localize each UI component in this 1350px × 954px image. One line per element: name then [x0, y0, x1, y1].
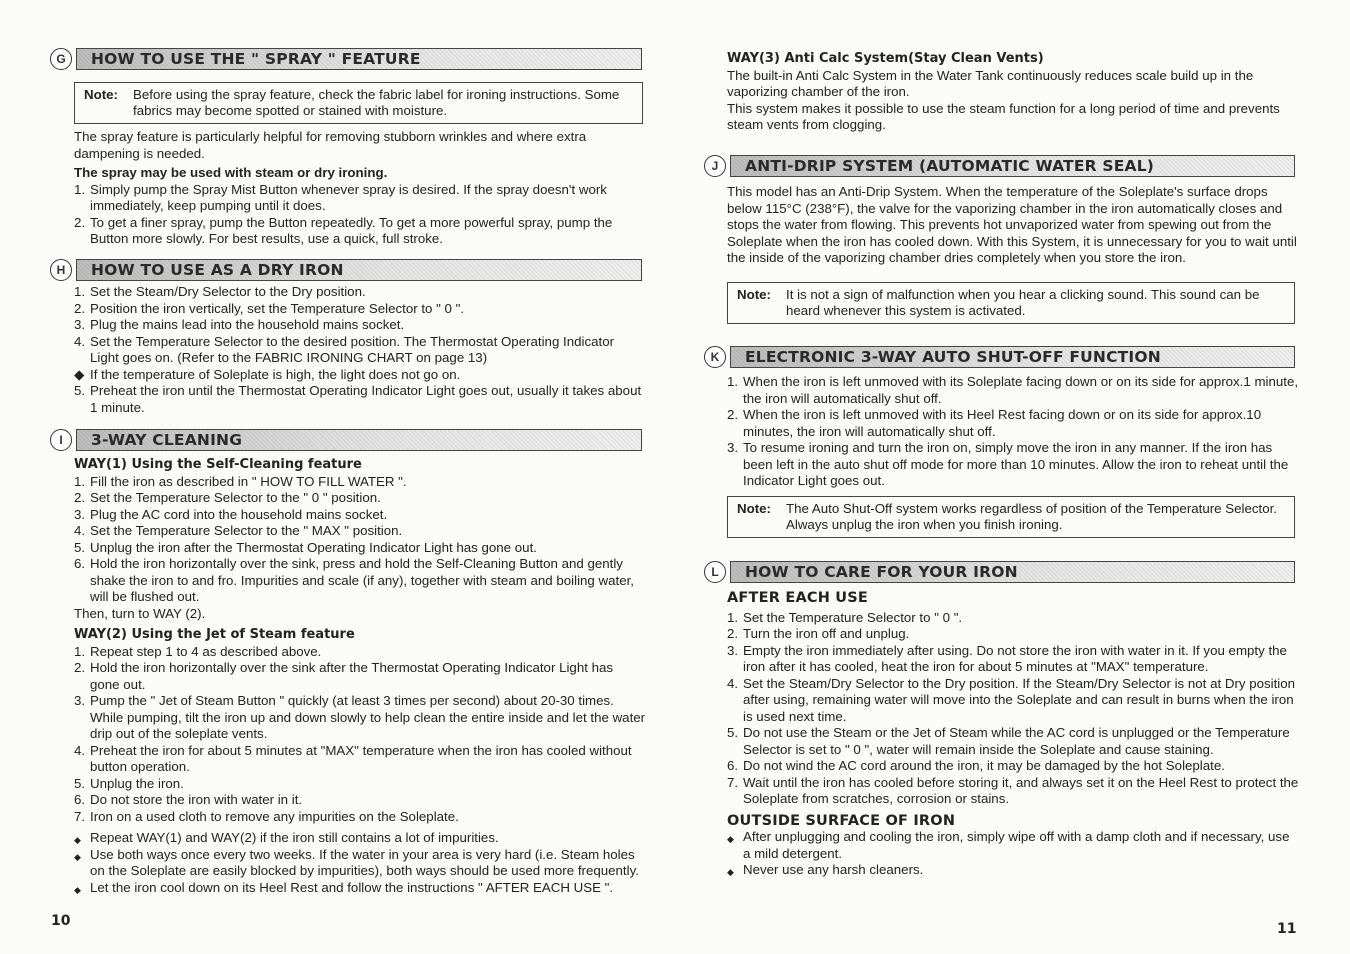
- list-marker: 1.: [727, 609, 739, 625]
- list-marker: ◆: [74, 835, 81, 845]
- list-text: Preheat the iron until the Thermostat Operating Indicator Light goes out, usually it takes about 1 minute.: [90, 383, 642, 415]
- list-text: Turn the iron off and unplug.: [743, 626, 910, 641]
- list-marker: 6.: [74, 792, 86, 807]
- list-text: Simply pump the Spray Mist Button whenever spray is desired. If the spray doesn't work immediately, keep pumping until it does.: [90, 181, 607, 213]
- way1-then: Then, turn to WAY (2).: [74, 605, 206, 621]
- shutoff-note: [727, 496, 1295, 538]
- list-item: [74, 660, 646, 693]
- list-item: [74, 383, 646, 416]
- list-text: Do not use the Steam or the Jet of Steam while the AC cord is unplugged or the Temperature Selector is set to " 0 ", water will remain inside the Soleplate and cause staining.: [743, 725, 1290, 757]
- list-item: [74, 644, 646, 661]
- outside-surface-bullets: [727, 829, 1299, 879]
- shutoff-section-title: ELECTRONIC 3-WAY AUTO SHUT-OFF FUNCTION: [730, 346, 1295, 368]
- list-item: [727, 862, 1299, 879]
- dry-steps: [74, 284, 646, 416]
- cleaning-section-title: 3-WAY CLEANING: [76, 429, 642, 451]
- way2-heading: WAY(2) Using the Jet of Steam feature: [74, 627, 355, 642]
- list-item: [74, 523, 646, 540]
- list-item: [74, 776, 646, 793]
- list-marker: 5.: [74, 775, 86, 791]
- after-each-use-steps: [727, 610, 1299, 808]
- spray-body: [74, 129, 646, 248]
- list-marker: 3.: [74, 693, 86, 708]
- list-text: Repeat WAY(1) and WAY(2) if the iron still contains a lot of impurities.: [90, 830, 499, 845]
- list-item: [74, 693, 646, 743]
- list-item: [74, 809, 646, 826]
- list-item: [727, 676, 1299, 726]
- way1-heading: WAY(1) Using the Self-Cleaning feature: [74, 457, 362, 472]
- spray-note-text: Before using the spray feature, check the fabric label for ironing instructions. Some fabrics may become spotted or stained with moisture.: [133, 87, 620, 118]
- list-text: Preheat the iron for about 5 minutes at "MAX" temperature when the iron has cooled without button operation.: [90, 742, 632, 774]
- list-marker: 2.: [74, 214, 86, 230]
- way3-heading: WAY(3) Anti Calc System(Stay Clean Vents): [727, 51, 1044, 66]
- list-item: [727, 829, 1299, 862]
- list-item: [74, 490, 646, 507]
- list-marker: 1.: [74, 643, 86, 659]
- list-item: [727, 643, 1299, 676]
- list-text: Set the Temperature Selector to " 0 ".: [743, 609, 963, 625]
- spray-intro: The spray feature is particularly helpful for removing stubborn wrinkles and where extra dampening is needed.: [74, 129, 587, 161]
- list-marker: ◆: [727, 834, 734, 844]
- list-marker: 2.: [74, 660, 86, 675]
- shutoff-note-label: Note:: [737, 501, 771, 516]
- right-page: [675, 0, 1350, 954]
- spray-subhead: The spray may be used with steam or dry ironing.: [74, 165, 388, 180]
- list-marker: 3.: [727, 440, 739, 455]
- way1-steps: [74, 474, 646, 606]
- list-item: [74, 743, 646, 776]
- list-marker: 1.: [74, 284, 86, 299]
- care-section-header: [704, 561, 1295, 583]
- list-marker: 2.: [727, 407, 739, 422]
- list-item: [74, 556, 646, 606]
- list-item: [727, 440, 1299, 490]
- dry-body: [74, 284, 646, 416]
- list-item: [74, 367, 646, 384]
- page-number-right: 11: [1277, 921, 1297, 937]
- list-text: Fill the iron as described in " HOW TO FILL WATER ".: [90, 473, 407, 489]
- way3-p1: The built-in Anti Calc System in the Water Tank continuously reduces scale build up in the vaporizing chamber of the iron.: [727, 67, 1254, 99]
- list-item: [727, 407, 1299, 440]
- list-marker: 4.: [74, 523, 86, 538]
- list-text: To resume ironing and turn the iron on, simply move the iron in any manner. If the iron has been left in the auto shut off mode for more than 10 minutes. Allow the iron to reheat until the Indicator Light goes out.: [743, 440, 1289, 488]
- list-text: Set the Temperature Selector to the desired position. The Thermostat Operating Indicator Light goes on. (Refer to the FABRIC IRONING CHART on page 13): [90, 333, 615, 365]
- list-text: Never use any harsh cleaners.: [743, 862, 924, 877]
- section-i-badge: I: [50, 429, 72, 451]
- dry-section-header: [50, 259, 642, 281]
- care-section-title: HOW TO CARE FOR YOUR IRON: [730, 561, 1295, 583]
- shutoff-body: [727, 374, 1299, 490]
- section-h-badge: H: [50, 259, 72, 281]
- cleaning-section-header: [50, 429, 642, 451]
- list-item: [74, 317, 646, 334]
- antidrip-body: [727, 184, 1297, 267]
- list-text: Set the Temperature Selector to the " MAX " position.: [90, 523, 403, 538]
- list-marker: 4.: [74, 742, 86, 758]
- list-item: [74, 507, 646, 524]
- list-text: To get a finer spray, pump the Button repeatedly. To get a more powerful spray, pump the Button more slowly. For best results, use a quick, full stroke.: [90, 214, 613, 246]
- cleaning-bullets: [74, 830, 646, 896]
- list-marker: 2.: [727, 626, 739, 641]
- cleaning-body: [74, 457, 646, 896]
- way3-p2: This system makes it possible to use the steam function for a long period of time and prevents steam vents from clogging.: [727, 100, 1280, 132]
- list-text: Set the Steam/Dry Selector to the Dry position. If the Steam/Dry Selector is not at Dry position after using, remaining water will move into the Soleplate and can result in burns when the iron is used next time.: [743, 675, 1296, 724]
- list-text: Do not wind the AC cord around the iron, it may be damaged by the hot Soleplate.: [743, 758, 1225, 773]
- way3-body: [727, 51, 1299, 134]
- list-marker: 1.: [727, 374, 739, 389]
- list-marker: 5.: [74, 539, 86, 555]
- list-text: If the temperature of Soleplate is high, the light does not go on.: [90, 366, 461, 382]
- antidrip-note-text: It is not a sign of malfunction when you hear a clicking sound. This sound can be heard whenever this system is activated.: [786, 287, 1260, 318]
- spray-note-label: Note:: [84, 87, 118, 102]
- way2-steps: [74, 644, 646, 826]
- list-text: Hold the iron horizontally over the sink, press and hold the Self-Cleaning Button and gently shake the iron to and fro. Impurities and scale (if any), together with steam and boiling water, will be flushed out.: [90, 556, 634, 604]
- list-item: [74, 284, 646, 301]
- dry-section-title: HOW TO USE AS A DRY IRON: [76, 259, 642, 281]
- antidrip-section-title: ANTI-DRIP SYSTEM (AUTOMATIC WATER SEAL): [730, 155, 1295, 177]
- list-item: [74, 847, 646, 880]
- antidrip-section-header: [704, 155, 1295, 177]
- list-text: After unplugging and cooling the iron, simply wipe off with a damp cloth and if necessary, use a mild detergent.: [743, 829, 1290, 861]
- list-item: [74, 182, 646, 215]
- list-item: [727, 775, 1299, 808]
- list-marker: 6.: [74, 556, 86, 571]
- page-number-left: 10: [51, 913, 71, 929]
- list-item: [74, 215, 646, 248]
- list-marker: 1.: [74, 473, 86, 489]
- list-text: When the iron is left unmoved with its Heel Rest facing down or on its side for approx.10 minutes, the iron will automatically shut off.: [743, 407, 1262, 439]
- section-j-badge: J: [704, 155, 726, 177]
- list-marker: 7.: [74, 808, 86, 824]
- list-text: Position the iron vertically, set the Temperature Selector to " 0 ".: [90, 300, 465, 316]
- list-text: Let the iron cool down on its Heel Rest and follow the instructions " AFTER EACH USE ".: [90, 879, 614, 895]
- list-item: [727, 626, 1299, 643]
- list-item: [74, 301, 646, 318]
- list-item: [727, 725, 1299, 758]
- list-marker: ◆: [727, 867, 734, 877]
- list-marker: ◆: [74, 884, 81, 895]
- list-marker: 1.: [74, 181, 86, 197]
- list-text: Repeat step 1 to 4 as described above.: [90, 643, 322, 659]
- list-text: Plug the mains lead into the household mains socket.: [90, 317, 405, 332]
- list-text: Pump the " Jet of Steam Button " quickly (at least 3 times per second) about 20-30 times. While pumping, tilt the iron up and down slowly to help clean the entire inside and let the water drip out of the soleplate vents.: [90, 693, 646, 741]
- list-item: [74, 880, 646, 897]
- list-marker: 3.: [727, 642, 739, 658]
- list-marker: 5.: [727, 725, 739, 740]
- spray-steps: [74, 182, 646, 248]
- antidrip-text: This model has an Anti-Drip System. When the temperature of the Soleplate's surface drops below 115°C (238°F), the valve for the vaporizing chamber in the iron automatically closes and stops the water from flowing. This prevents hot unvaporized water from spewing out from the Soleplate when the iron has cooled down. With this System, it is unnecessary for you to wait until the inside of the vaporizing chamber dries completely when you store the iron.: [727, 184, 1297, 265]
- shutoff-section-header: [704, 346, 1295, 368]
- list-marker: 4.: [74, 333, 86, 349]
- list-marker: 6.: [727, 758, 739, 773]
- list-item: [74, 334, 646, 367]
- list-text: Iron on a used cloth to remove any impurities on the Soleplate.: [90, 808, 459, 824]
- list-text: Do not store the iron with water in it.: [90, 792, 303, 807]
- outside-surface-heading: OUTSIDE SURFACE OF IRON: [727, 812, 956, 829]
- after-each-use-heading: AFTER EACH USE: [727, 590, 869, 606]
- list-marker: 4.: [727, 675, 739, 691]
- spray-section-header: [50, 48, 642, 70]
- list-marker: 7.: [727, 774, 739, 790]
- list-marker: ◆: [74, 851, 81, 862]
- spray-note: [74, 82, 643, 124]
- list-marker: ◆: [74, 366, 85, 382]
- list-text: Plug the AC cord into the household mains socket.: [90, 506, 388, 522]
- antidrip-note: [727, 282, 1295, 324]
- list-item: [727, 758, 1299, 775]
- list-item: [74, 830, 646, 847]
- list-marker: 2.: [74, 300, 86, 316]
- list-text: Use both ways once every two weeks. If the water in your area is very hard (i.e. Steam holes on the Soleplate are easily blocked by impurities), both ways should be used more frequently.: [90, 846, 639, 878]
- list-item: [727, 374, 1299, 407]
- shutoff-note-text: The Auto Shut-Off system works regardless of position of the Temperature Selector. Always unplug the iron when you finish ironing.: [786, 501, 1277, 532]
- list-item: [727, 610, 1299, 627]
- list-item: [74, 540, 646, 557]
- shutoff-steps: [727, 374, 1299, 490]
- list-marker: 3.: [74, 506, 86, 522]
- section-k-badge: K: [704, 346, 726, 368]
- list-text: Hold the iron horizontally over the sink after the Thermostat Operating Indicator Light has gone out.: [90, 660, 614, 692]
- list-text: Empty the iron immediately after using. Do not store the iron with water in it. If you empty the iron after it has cooled, heat the iron for about 5 minutes at "MAX" temperature.: [743, 642, 1287, 674]
- list-text: When the iron is left unmoved with its Soleplate facing down or on its side for approx.1 minute, the iron will automatically shut off.: [743, 374, 1299, 406]
- list-text: Unplug the iron.: [90, 775, 184, 791]
- list-item: [74, 792, 646, 809]
- list-text: Set the Temperature Selector to the " 0 " position.: [90, 490, 381, 505]
- list-text: Set the Steam/Dry Selector to the Dry position.: [90, 284, 366, 299]
- list-text: Wait until the iron has cooled before storing it, and always set it on the Heel Rest to protect the Soleplate from scratches, corrosion or stains.: [743, 774, 1299, 806]
- section-l-badge: L: [704, 561, 726, 583]
- list-marker: 5.: [74, 383, 86, 398]
- spray-section-title: HOW TO USE THE " SPRAY " FEATURE: [76, 48, 642, 70]
- list-item: [74, 474, 646, 491]
- antidrip-note-label: Note:: [737, 287, 771, 302]
- list-marker: 3.: [74, 317, 86, 332]
- care-body: [727, 590, 1299, 879]
- section-g-badge: G: [50, 48, 72, 70]
- list-marker: 2.: [74, 490, 86, 505]
- list-text: Unplug the iron after the Thermostat Operating Indicator Light has gone out.: [90, 539, 537, 555]
